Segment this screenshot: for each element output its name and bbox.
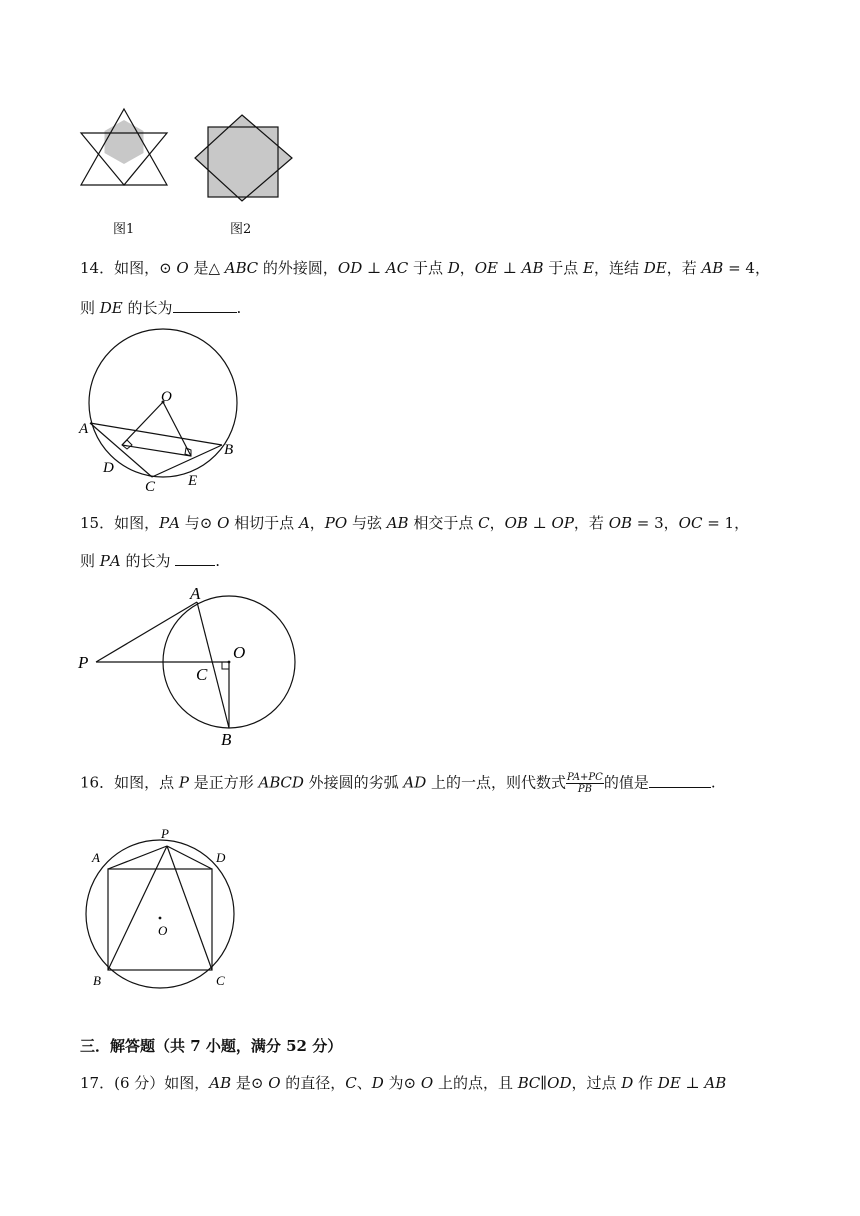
q14-label-o: O (161, 389, 172, 405)
q14-label-c: C (145, 479, 156, 495)
q14-line1: 14．如图，⊙ 𝑂 是△ 𝐴𝐵𝐶 的外接圆，𝑂𝐷 ⊥ 𝐴𝐶 于点 𝐷，𝑂𝐸 ⊥ 𝐴𝐵 于点 𝐸，连结 𝐷𝐸，若 𝐴𝐵 = 4， (80, 259, 770, 277)
q13-figure-1 (78, 106, 170, 188)
q16-line: 16．如图，点 𝑃 是正方形 𝐴𝐵𝐶𝐷 外接圆的劣弧 𝐴𝐷 上的一点，则代数式 $\frac{PA+PC}{PB}$ 的值是 . (80, 772, 716, 795)
q15-figure (70, 582, 310, 752)
q14-line2: 则 𝐷𝐸 的长为 . (80, 299, 242, 317)
q16-label-d: D (216, 850, 226, 865)
q16-label-c: C (216, 973, 225, 988)
q14-answer-blank (173, 298, 237, 313)
q14-label-b: B (224, 442, 234, 458)
q14-figure (70, 322, 250, 497)
q16-label-p: P (161, 826, 169, 841)
q17-line1: 17．(6 分）如图，𝐴𝐵 是⊙ 𝑂 的直径，𝐶、𝐷 为⊙ 𝑂 上的点，且 𝐵𝐶∥𝑂𝐷，过点 𝐷 作 𝐷𝐸 ⊥ 𝐴𝐵 (80, 1074, 727, 1092)
q16-label-b: B (93, 973, 101, 988)
q15-line1: 15．如图，𝑃𝐴 与⊙ 𝑂 相切于点 𝐴，𝑃𝑂 与弦 𝐴𝐵 相交于点 𝐶，𝑂𝐵 ⊥ 𝑂𝑃，若 𝑂𝐵 = 3，𝑂𝐶 = 1， (80, 514, 750, 532)
q15-label-c: C (196, 665, 208, 684)
q16-label-o: O (158, 923, 168, 938)
q16-answer-blank (649, 773, 711, 788)
q15-label-b: B (221, 730, 232, 749)
q15-label-a: A (190, 584, 201, 603)
q16-label-a: A (92, 850, 100, 865)
q14-label-e: E (188, 473, 198, 489)
q14-label-d: D (103, 460, 114, 476)
q16-fraction: $\frac{PA+PC}{PB}$ (567, 772, 603, 795)
figure-2-caption: 图2 (230, 222, 252, 237)
q15-label-o: O (233, 643, 246, 662)
q14-label-a: A (79, 421, 89, 437)
section-3-heading: 三．解答题（共 7 小题，满分 52 分） (80, 1037, 343, 1055)
q16-figure (80, 818, 250, 998)
figure-1-caption: 图1 (113, 222, 135, 237)
q13-figure-2 (192, 112, 296, 204)
q15-answer-blank (175, 551, 215, 566)
q15-line2: 则 𝑃𝐴 的长为 . (80, 552, 221, 570)
q15-label-p: P (78, 653, 89, 672)
